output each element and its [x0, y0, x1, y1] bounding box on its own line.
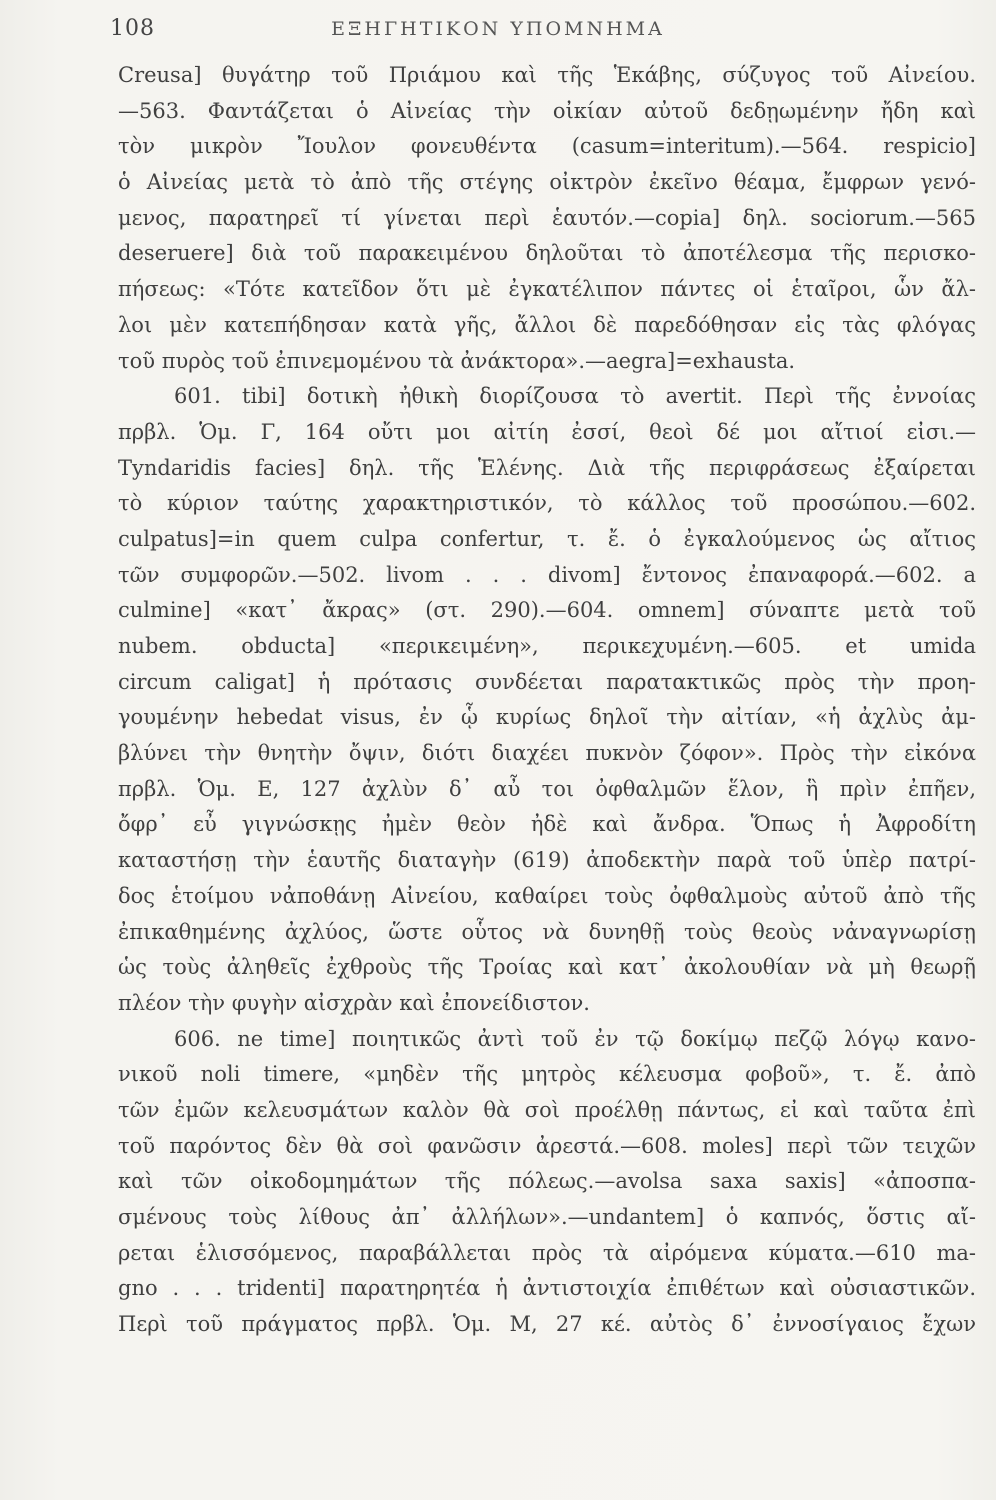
- text-line: βλύνει τὴν θνητὴν ὄψιν, διότι διαχέει πυκνὸν ζόφον». Πρὸς τὴν εἰκόνα: [118, 741, 976, 766]
- text-line: Περὶ τοῦ πράγματος πρβλ. Ὁμ. Μ, 27 κέ. αὐτὸς δ᾽ ἐννοσίγαιος ἔχων: [118, 1312, 976, 1337]
- text-line: Tyndaridis facies] δηλ. τῆς Ἑλένης. Διὰ τῆς περιφράσεως ἐξαίρεται: [118, 455, 976, 480]
- text-line: πήσεως: «Τότε κατεῖδον ὅτι μὲ ἐγκατέλιπον πάντες οἱ ἑταῖροι, ὧν ἄλ-: [118, 277, 976, 302]
- text-line: circum caligat] ἡ πρότασις συνδέεται παρατακτικῶς πρὸς τὴν προη-: [118, 669, 976, 694]
- text-line: gno . . . tridenti] παρατηρητέα ἡ ἀντιστοιχία ἐπιθέτων καὶ οὐσιαστικῶν.: [118, 1276, 976, 1301]
- text-line: πρβλ. Ὁμ. Ε, 127 ἀχλὺν δ᾽ αὖ τοι ὀφθαλμῶν ἕλον, ἣ πρὶν ἐπῆεν,: [118, 776, 976, 801]
- text-line: —563. Φαντάζεται ὁ Αἰνείας τὴν οἰκίαν αὐτοῦ δεδῃωμένην ἤδη καὶ: [118, 98, 976, 123]
- text-line: καὶ τῶν οἰκοδομημάτων τῆς πόλεως.—avolsa saxa saxis] «ἀποσπα-: [118, 1169, 976, 1194]
- text-line: ὁ Αἰνείας μετὰ τὸ ἀπὸ τῆς στέγης οἰκτρὸν ἐκεῖνο θέαμα, ἔμφρων γενό-: [118, 170, 976, 195]
- text-line: λοι μὲν κατεπήδησαν κατὰ γῆς, ἄλλοι δὲ παρεδόθησαν εἰς τὰς φλόγας: [118, 312, 976, 337]
- text-line: γουμένην hebedat visus, ἐν ᾧ κυρίως δηλοῖ τὴν αἰτίαν, «ἡ ἀχλὺς ἀμ-: [118, 705, 976, 730]
- text-line: μενος, παρατηρεῖ τί γίνεται περὶ ἑαυτόν.—copia] δηλ. sociorum.—565: [118, 205, 976, 230]
- text-line: ὡς τοὺς ἀληθεῖς ἐχθροὺς τῆς Τροίας καὶ κατ᾽ ἀκολουθίαν νὰ μὴ θεωρῇ: [118, 955, 976, 980]
- text-line: ἐπικαθημένης ἀχλύος, ὥστε οὗτος νὰ δυνηθῇ τοὺς θεοὺς νἀναγνωρίσῃ: [118, 919, 976, 944]
- text-line: ὄφρ᾽ εὖ γιγνώσκῃς ἠμὲν θεὸν ἠδὲ καὶ ἄνδρα. Ὅπως ἡ Ἀφροδίτη: [118, 812, 976, 837]
- text-line: culmine] «κατ᾽ ἄκρας» (στ. 290).—604. omnem] σύναπτε μετὰ τοῦ: [118, 598, 976, 623]
- text-line: πλέον τὴν φυγὴν αἰσχρὰν καὶ ἐπονείδιστον.: [118, 990, 590, 1015]
- text-line: 606. ne time] ποιητικῶς ἀντὶ τοῦ ἐν τῷ δοκίμῳ πεζῷ λόγῳ κανο-: [174, 1026, 976, 1051]
- text-line: τὸν μικρὸν Ἴουλον φονευθέντα (casum=interitum).—564. respicio]: [118, 134, 976, 159]
- text-line: τῶν ἐμῶν κελευσμάτων καλὸν θὰ σοὶ προέλθῃ πάντως, εἰ καὶ ταῦτα ἐπὶ: [118, 1097, 976, 1122]
- text-line: nubem. obducta] «περικειμένη», περικεχυμένη.—605. et umida: [118, 634, 976, 658]
- text-line: τοῦ παρόντος δὲν θὰ σοὶ φανῶσιν ἀρεστά.—608. moles] περὶ τῶν τειχῶν: [118, 1133, 976, 1158]
- text-line: τὸ κύριον ταύτης χαρακτηριστικόν, τὸ κάλλος τοῦ προσώπου.—602.: [118, 491, 976, 516]
- running-head: [0, 6, 996, 46]
- text-line: καταστήσῃ τὴν ἑαυτῆς διαταγὴν (619) ἀποδεκτὴν παρὰ τοῦ ὑπὲρ πατρί-: [118, 848, 976, 873]
- text-line: πρβλ. Ὁμ. Γ, 164 οὔτι μοι αἰτίη ἐσσί, θεοὶ δέ μοι αἴτιοί εἰσι.—: [118, 419, 976, 444]
- running-title: ΕΞΗΓΗΤΙΚΟΝ ΥΠΟΜΝΗΜΑ: [331, 18, 665, 40]
- text-line: τῶν συμφορῶν.—502. livom . . . divom] ἔντονος ἐπαναφορά.—602. a: [118, 562, 976, 587]
- page-number: 108: [110, 16, 155, 41]
- text-line: 601. tibi] δοτικὴ ἠθικὴ διορίζουσα τὸ avertit. Περὶ τῆς ἐννοίας: [174, 384, 976, 409]
- text-line: culpatus]=in quem culpa confertur, τ. ἔ. ὁ ἐγκαλούμενος ὡς αἴτιος: [118, 526, 976, 551]
- text-line: ρεται ἑλισσόμενος, παραβάλλεται πρὸς τὰ αἰρόμενα κύματα.—610 ma-: [118, 1240, 976, 1265]
- text-line: σμένους τοὺς λίθους ἀπ᾽ ἀλλήλων».—undantem] ὁ καπνός, ὅστις αἴ-: [118, 1205, 976, 1229]
- text-line: τοῦ πυρὸς τοῦ ἐπινεμομένου τὰ ἀνάκτορα».—aegra]=exhausta.: [118, 348, 796, 373]
- commentary-text: [118, 58, 976, 1343]
- text-line: νικοῦ noli timere, «μηδὲν τῆς μητρὸς κέλευσμα φοβοῦ», τ. ἔ. ἀπὸ: [118, 1062, 976, 1087]
- text-line: δος ἑτοίμου νἀποθάνῃ Αἰνείου, καθαίρει τοὺς ὀφθαλμοὺς αὐτοῦ ἀπὸ τῆς: [118, 883, 976, 908]
- text-line: Creusa] θυγάτηρ τοῦ Πριάμου καὶ τῆς Ἑκάβης, σύζυγος τοῦ Αἰνείου.: [118, 63, 976, 87]
- text-line: deseruere] διὰ τοῦ παρακειμένου δηλοῦται τὸ ἀποτέλεσμα τῆς περισκο-: [118, 241, 976, 266]
